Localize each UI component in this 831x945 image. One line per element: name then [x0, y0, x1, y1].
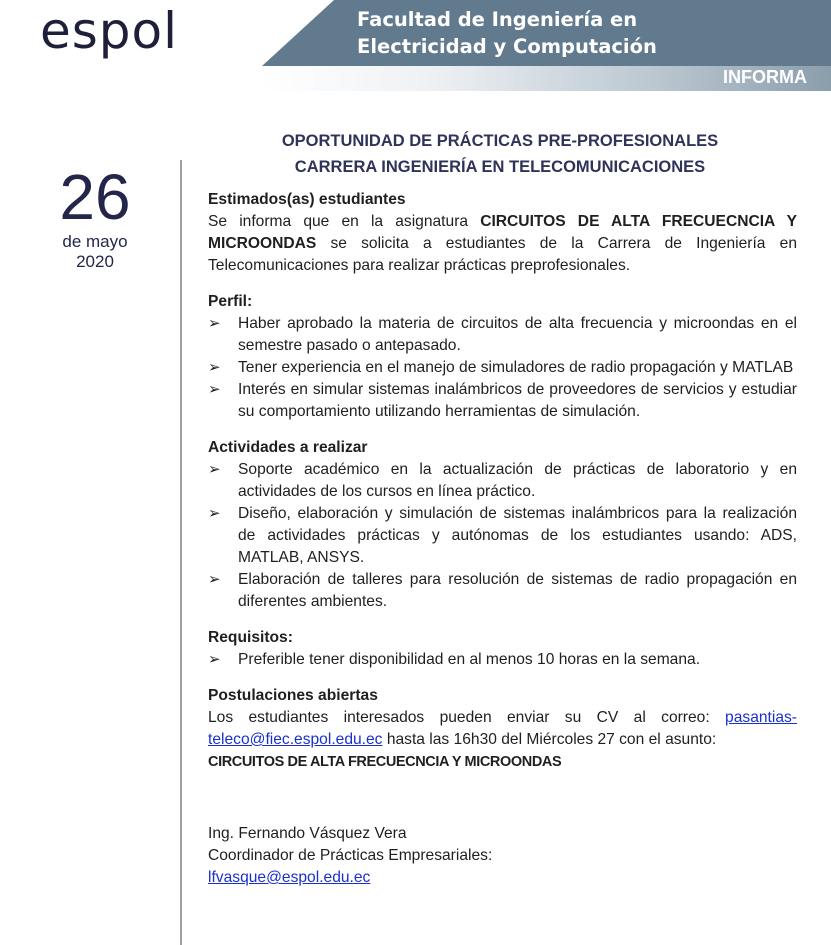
intro-paragraph: [208, 211, 797, 277]
informa-label: INFORMA: [723, 67, 807, 87]
perfil-section: [208, 291, 797, 423]
header: [0, 0, 831, 92]
list-item: ➢ Tener experiencia en el manejo de simuladores de radio propagación y MATLAB: [208, 357, 797, 379]
intro-text-after: se solicita a estudiantes de la Carrera de Ingeniería en Telecomunicaciones para realizar prácticas preprofesionales.: [208, 235, 797, 274]
intro-text-before: Se informa que en la asignatura: [208, 213, 481, 230]
intro-subject: CIRCUITOS DE ALTA FRECUECNCIA Y MICROONDAS: [208, 213, 797, 252]
postulaciones-section: [208, 685, 797, 773]
list-item: ➢ Diseño, elaboración y simulación de sistemas inalámbricos para la realización de actividades prácticas y autónomas de los estudiantes usando: ADS, MATLAB, ANSYS.: [208, 503, 797, 569]
faculty-name: Facultad de Ingeniería en Electricidad y Computación: [357, 8, 657, 58]
postulaciones-email-link[interactable]: pasantias-teleco@fiec.espol.edu.ec: [208, 709, 797, 748]
espol-logo: espol: [40, 2, 179, 60]
date-day: 26: [59, 161, 131, 233]
signature-block: [208, 823, 797, 889]
list-item: ➢ Elaboración de talleres para resolución de sistemas de radio propagación en diferentes ambientes.: [208, 569, 797, 613]
requisitos-list: [208, 649, 797, 671]
postulaciones-text-after: hasta las 16h30 del Miércoles 27 con el asunto:: [382, 731, 717, 748]
list-item: ➢ Soporte académico en la actualización de prácticas de laboratorio y en actividades de los cursos en línea práctico.: [208, 459, 797, 503]
title-line-2: CARRERA INGENIERÍA EN TELECOMUNICACIONES: [294, 158, 706, 176]
requisitos-section: [208, 627, 797, 671]
document-body: [208, 189, 797, 889]
postulaciones-heading: Postulaciones abiertas: [208, 687, 378, 704]
date-month: de mayo: [62, 232, 128, 251]
perfil-list: [208, 313, 797, 423]
actividades-list: [208, 459, 797, 613]
perfil-heading: Perfil:: [208, 293, 253, 310]
vertical-divider: [180, 160, 182, 945]
list-item: ➢ Haber aprobado la materia de circuitos de alta frecuencia y microondas en el semestre pasado o antepasado.: [208, 313, 797, 357]
signature-role: Coordinador de Prácticas Empresariales:: [208, 847, 493, 864]
title-line-1: OPORTUNIDAD DE PRÁCTICAS PRE-PROFESIONALES: [281, 132, 719, 150]
actividades-heading: Actividades a realizar: [208, 439, 368, 456]
date-year: 2020: [76, 252, 114, 271]
requisitos-heading: Requisitos:: [208, 629, 293, 646]
signature-email-link[interactable]: lfvasque@espol.edu.ec: [208, 869, 371, 886]
intro-section: [208, 189, 797, 277]
actividades-section: [208, 437, 797, 613]
postulaciones-text-before: Los estudiantes interesados pueden enviar su CV al correo:: [208, 709, 726, 726]
intro-heading: Estimados(as) estudiantes: [208, 191, 406, 208]
list-item: ➢ Preferible tener disponibilidad en al menos 10 horas en la semana.: [208, 649, 797, 671]
date-block: [30, 162, 160, 272]
list-item: ➢ Interés en simular sistemas inalámbricos de proveedores de servicios y estudiar su comportamiento utilizando herramientas de simulación.: [208, 379, 797, 423]
postulaciones-subject: CIRCUITOS DE ALTA FRECUECNCIA Y MICROONDAS: [208, 754, 562, 770]
postulaciones-paragraph: [208, 707, 797, 751]
page-title: [200, 128, 800, 180]
signature-name: Ing. Fernando Vásquez Vera: [208, 825, 407, 842]
